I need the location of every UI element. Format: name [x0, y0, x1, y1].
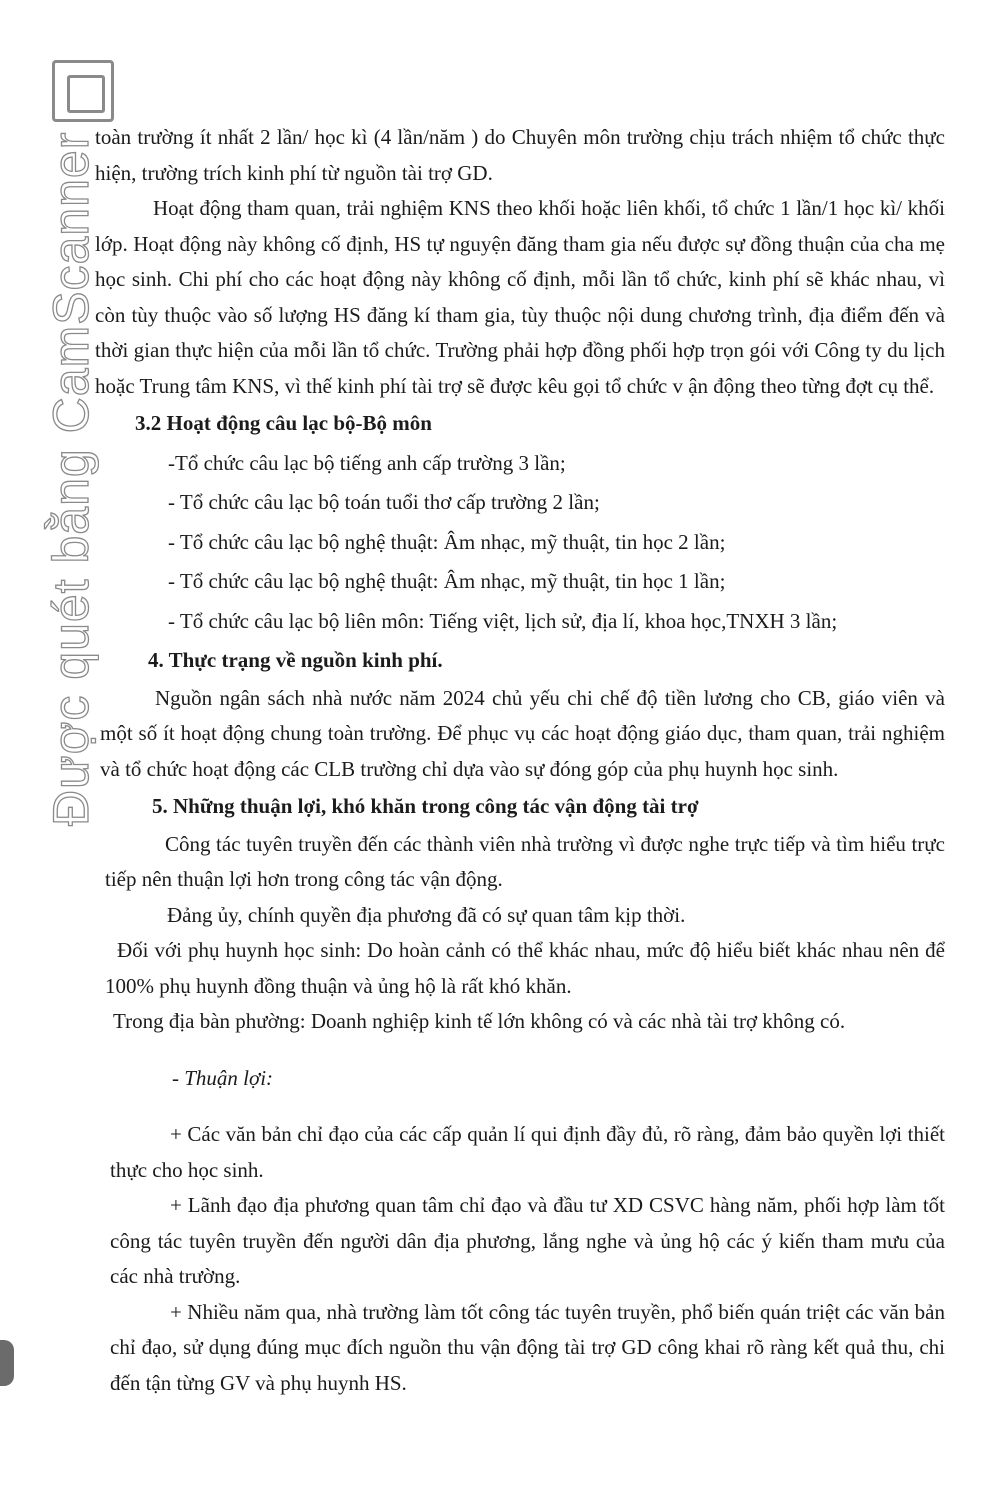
- camscanner-logo-icon: [52, 60, 114, 122]
- heading-5: 5. Những thuận lợi, khó khăn trong công tác vận động tài trợ: [152, 794, 699, 818]
- watermark-text: Được quét bằng CamScanner: [43, 132, 99, 827]
- paragraph-ward: Trong địa bàn phường: Doanh nghiệp kinh tế lớn không có và các nhà tài trợ không có.: [113, 1009, 846, 1033]
- paragraph-continuation: toàn trường ít nhất 2 lần/ học kì (4 lần/năm ) do Chuyên môn trường chịu trách nhiệm tổ chức thực hiện, trường trích kinh phí từ nguồn tài trợ GD.: [95, 125, 945, 185]
- heading-3-2: 3.2 Hoạt động câu lạc bộ-Bộ môn: [135, 411, 432, 435]
- list-item: -Tổ chức câu lạc bộ tiếng anh cấp trường 3 lần;: [168, 450, 566, 475]
- paragraph-local-authority: Đảng ủy, chính quyền địa phương đã có sự quan tâm kịp thời.: [167, 902, 686, 927]
- paragraph-parents: Đối với phụ huynh học sinh: Do hoàn cảnh có thể khác nhau, mức độ hiểu biết khác nhau nên để 100% phụ huynh đồng thuận và ủng hộ là rất khó khăn.: [105, 938, 945, 998]
- list-item: - Tổ chức câu lạc bộ liên môn: Tiếng việt, lịch sử, địa lí, khoa học,TNXH 3 lần;: [168, 608, 838, 633]
- document-page: [0, 120, 1000, 1401]
- list-item: - Tổ chức câu lạc bộ nghệ thuật: Âm nhạc, mỹ thuật, tin học 2 lần;: [168, 529, 726, 554]
- advantage-item: + Lãnh đạo địa phương quan tâm chỉ đạo và đầu tư XD CSVC hàng năm, phối hợp làm tốt công tác tuyên truyền đến người dân địa phương, lắng nghe và ủng hộ các ý kiến tham mưu của các nhà trường.: [110, 1193, 945, 1288]
- paragraph-communication: Công tác tuyên truyền đến các thành viên nhà trường vì được nghe trực tiếp và tìm hiểu trực tiếp nên thuận lợi hơn trong công tác vận động.: [105, 831, 945, 891]
- advantage-item: + Các văn bản chỉ đạo của các cấp quản lí qui định đầy đủ, rõ ràng, đảm bảo quyền lợi thiết thực cho học sinh.: [110, 1122, 945, 1182]
- list-item: - Tổ chức câu lạc bộ nghệ thuật: Âm nhạc, mỹ thuật, tin học 1 lần;: [168, 569, 726, 593]
- advantage-item: + Nhiều năm qua, nhà trường làm tốt công tác tuyên truyền, phổ biến quán triệt các văn bản chỉ đạo, sử dụng đúng mục đích nguồn thu vận động tài trợ GD công khai rõ ràng kết quả thu, chi đến tận từng GV và phụ huynh HS.: [110, 1299, 945, 1395]
- list-item: - Tổ chức câu lạc bộ toán tuổi thơ cấp trường 2 lần;: [168, 490, 600, 514]
- paragraph-funding: Nguồn ngân sách nhà nước năm 2024 chủ yếu chi chế độ tiền lương cho CB, giáo viên và một số ít hoạt động chung toàn trường. Để phục vụ các hoạt động giáo dục, tham quan, trải nghiệm và tổ chức hoạt động các CLB trường chỉ dựa vào sự đóng góp của phụ huynh học sinh.: [100, 685, 945, 781]
- heading-4: 4. Thực trạng về nguồn kinh phí.: [148, 648, 443, 672]
- advantages-label: - Thuận lợi:: [172, 1065, 274, 1090]
- paragraph-field-trip: Hoạt động tham quan, trải nghiệm KNS theo khối hoặc liên khối, tổ chức 1 lần/1 học kì/ khối lớp. Hoạt động này không cố định, HS tự nguyện đăng tham gia nếu được sự đồng thuận của cha mẹ học sinh. Chi phí cho các hoạt động này không cố định, mỗi lần tổ chức, kinh phí sẽ khác nhau, vì còn tùy thuộc vào số lượng HS đăng kí tham gia, tùy thuộc nội dung chương trình, địa điểm đến và thời gian thực hiện của mỗi lần tổ chức. Trường phải hợp đồng phối hợp trọn gói với Công ty du lịch hoặc Trung tâm KNS, vì thế kinh phí tài trợ sẽ được kêu gọi tổ chức v ận động theo từng đợt cụ thể.: [95, 196, 945, 398]
